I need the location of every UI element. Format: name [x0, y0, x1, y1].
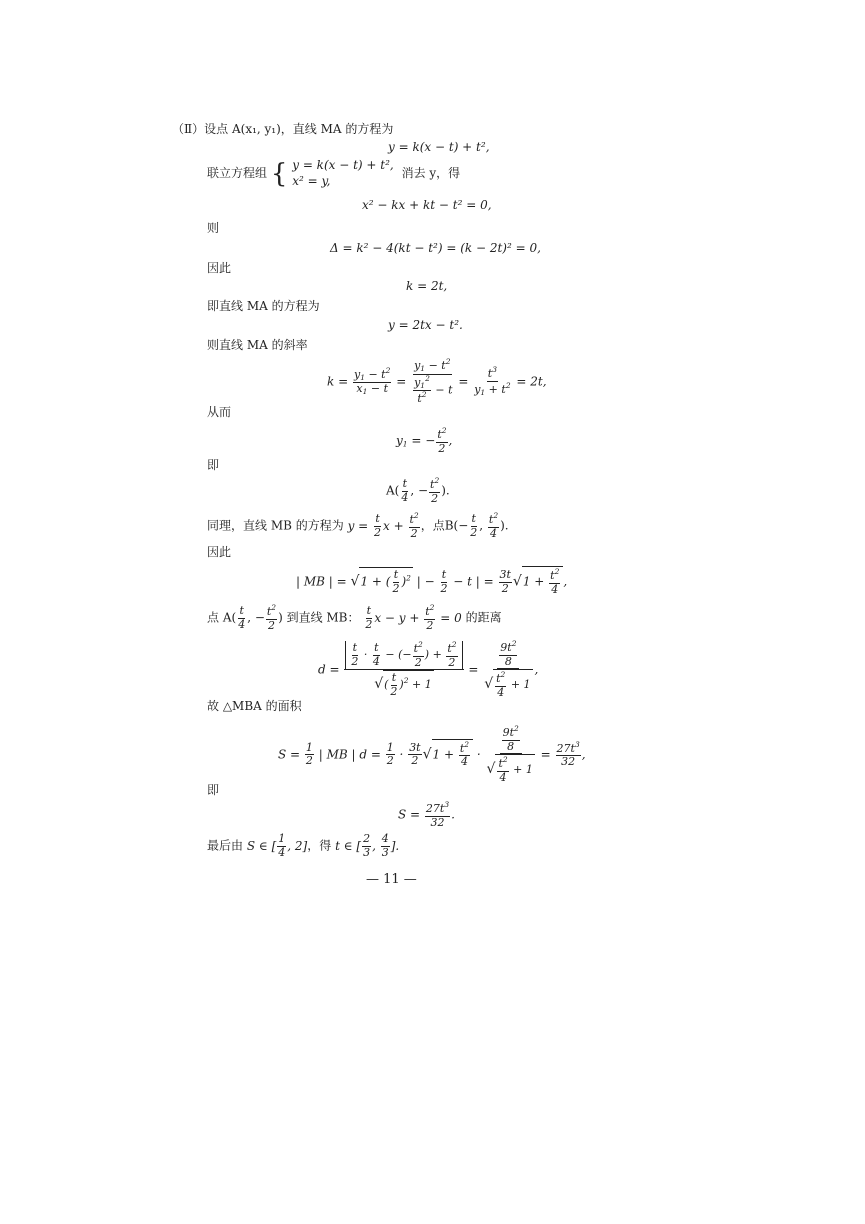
then-label: 则 — [207, 221, 220, 235]
left-brace-icon: { — [270, 158, 288, 189]
k-equals-2t: k = 2t, — [406, 279, 448, 293]
line-ma-intro: 即直线 MA 的方程为 — [207, 299, 320, 313]
area-result: S = $\frac{27t^3}{32}$ . — [398, 800, 455, 829]
area-formula: S = $\frac{1}{2}$ | MB | d = $\frac{1}{2}$ · $\frac{3t}{2}$ √1 + $\frac{t^2}{4}$ · $\frac{9t^2}{8}$ √ $\frac{t^2}{4}$ + 1 = $\frac{27t^3}{32}$ , — [278, 724, 586, 784]
point-a-coordinates: A( $\frac{t}{4}$ , − $\frac{t^2}{2}$ ). — [386, 476, 450, 505]
simultaneous-system — [207, 158, 460, 189]
mb-length-formula: | MB | = √1 + ( $\frac{t}{2}$ )$^2$ | − $\frac{t}{2}$ − t | = $\frac{3t}{2}$ √1 + $\frac{t^2}{4}$ , — [296, 567, 568, 596]
ie-label-2: 即 — [207, 783, 220, 797]
therefore-label: 因此 — [207, 261, 232, 275]
distance-suffix: 的距离 — [465, 610, 502, 625]
ie-label-1: 即 — [207, 458, 220, 472]
final-conclusion: 最后由 S ∈ [ $\frac{1}{4}$ , 2]，得 t ∈ [ $\frac{2}{3}$ , $\frac{4}{3}$ ]. — [207, 832, 400, 859]
area-intro: 故 △MBA 的面积 — [207, 699, 302, 713]
system-suffix: 消去 y，得 — [401, 166, 461, 181]
line-ma-equation: y = k(x − t) + t², — [388, 140, 490, 154]
line-mb-prefix: 同理，直线 MB 的方程为 — [207, 518, 344, 533]
hence-label: 从而 — [207, 405, 232, 419]
discriminant-equation: Δ = k² − 4(kt − t²) = (k − 2t)² = 0, — [330, 241, 541, 255]
line-mb-equation: 同理，直线 MB 的方程为 y = $\frac{t}{2}$ x + $\frac{t^2}{2}$ ，点B(− $\frac{t}{2}$ , $\frac{t^2}{4}$ ). — [207, 511, 509, 540]
system-eq-2: x² = y, — [292, 173, 331, 188]
final-prefix: 最后由 — [207, 838, 244, 853]
point-label: 点 — [207, 610, 220, 625]
distance-intro: 点 A( $\frac{t}{4}$ , − $\frac{t^2}{2}$ ) 到直线 MB： $\frac{t}{2}$ x − y + $\frac{t^2}{2}$ = 0 的距离 — [207, 603, 502, 632]
quadratic-equation: x² − kx + kt − t² = 0, — [362, 198, 492, 212]
therefore-label-2: 因此 — [207, 545, 232, 559]
system-prefix: 联立方程组 — [207, 166, 268, 181]
y1-formula: $y_1$ = − $\frac{t^2}{2}$ , — [396, 426, 453, 455]
to-line-mb: 到直线 MB： — [286, 610, 360, 625]
system-equations — [292, 158, 394, 189]
slope-formula: k = $\frac{y_1 - t^2}{x_1 - t}$ = $y_1 - t^2$ $\frac{y_1^2}{t^2}$ − t = $\frac{t^3}{y_1 + t^2}$ = 2t, — [327, 357, 547, 406]
page-number: — 11 — — [366, 872, 417, 887]
part-ii-intro: （Ⅱ）设点 A(x₁, y₁)，直线 MA 的方程为 — [172, 122, 394, 136]
distance-formula: d = $\frac{t}{2}$ · $\frac{t}{4}$ − (− $\frac{t^2}{2}$ ) + $\frac{t^2}{2}$ √( $\frac{t}{2}$ )$^2$ + 1 = $\frac{9t^2}{8}$ √ $\frac{t^2}{4}$ + 1 , — [318, 639, 539, 699]
line-ma-tangent-equation: y = 2tx − t². — [388, 318, 463, 332]
system-eq-1: y = k(x − t) + t², — [292, 158, 394, 172]
final-mid: ，得 — [307, 838, 332, 853]
slope-intro: 则直线 MA 的斜率 — [207, 338, 308, 352]
